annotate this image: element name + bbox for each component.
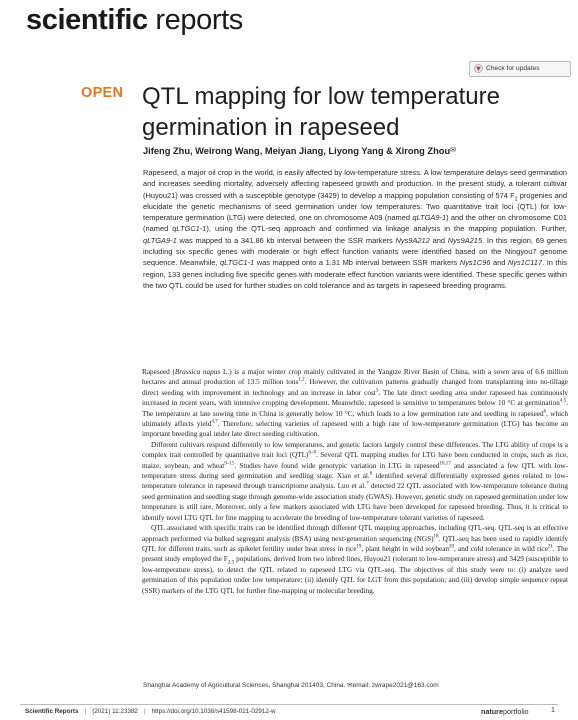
- footer-journal: Scientific Reports: [25, 708, 79, 715]
- citation-link[interactable]: 6–8: [308, 450, 316, 456]
- body-paragraph-1: Rapeseed (Brassica napus L.) is a major winter crop mainly cultivated in the Yangtze River Basin of China, with a sown area of 6.6 million hectares and annual production of 13.5 million tons$^{1,2}$. However, the cultivation patterns gradually changed from transplanting into no-tillage direct seeding with improvement in technology and an increase in labor cost$^3$. The late direct seeding area under rapeseed has continuously increased in recent years, with intensive cropping development. Meanwhile, rapeseed is sensitive to temperatures below 10 °C at germination$^{4,5}$. The temperature at late sowing time in China is generally below 10 °C, which leads to a low germination rate and seedling in rapeseed$^6$, which ultimately affects yield$^{4,7}$. Therefore, selecting varieties of rapeseed with a high rate of low-temperature germination (LTG) has become an important breeding goal under late direct seeding cultivation.: [142, 368, 569, 439]
- abstract: Rapeseed, a major oil crop in the world, is easily affected by low-temperature stress. A low temperature delays seed germination and increases seedling mortality, adversely affecting rapeseed growth and production. In the present study, a tolerant cultivar (Huyou21) was crossed with a susceptible genotype (3429) to develop a mapping population consisting of 574 $F_2$ progenies and elucidate the genetic mechanisms of seed germination under low temperatures. Two quantitative trait loci (QTL) for low-temperature germination (LTG) were detected, one on chromosome A09 (named qLTGA9-1) and the other on chromosome C01 (named qLTGC1-1), using the QTL-seq approach and confirmed via linkage analysis in the mapping population. Further, qLTGA9-1 was mapped to a 341.86 kb interval between the SSR markers Nys9A212 and Nys9A215. In this region, 69 genes including six specific genes with moderate or high effect function variants were identified based on the Ningyou7 genome sequence. Meanwhile, qLTGC1-1 was mapped onto a 1.31 Mb interval between SSR markers Nys1C96 and Nys1C117. In this region, 133 genes including five specific genes with moderate effect function variants were identified. These specific genes within the two QTL could be used for further studies on cold tolerance and as targets in rapeseed breeding programs.: [143, 168, 568, 290]
- citation-link[interactable]: 18: [433, 534, 439, 540]
- authors-text: Jifeng Zhu, Weirong Wang, Meiyan Jiang, Liyong Yang & Xirong Zhou: [143, 146, 451, 156]
- citation-link[interactable]: 20: [449, 544, 455, 550]
- citation-link[interactable]: 21: [547, 544, 553, 550]
- author-list: [143, 146, 456, 156]
- footer: Scientific Reports | (2021) 11:23382 | https://doi.org/10.1038/s41598-021-02912-w: [25, 708, 276, 715]
- body-paragraph-3: QTL associated with specific traits can be identified through different QTL mapping approaches, including QTL-seq. QTL-seq is an effective approach performed via bulked segregant analysis (BSA) using next-generation sequencing (NGS)$^{18}$. QTL-seq has been used to rapidly identify QTL for different traits, such as spikelet fertility under heat stress in rice$^{19}$, plant height in wild soybean$^{20}$, and cold tolerance in wild rice$^{21}$. The present study employed the $F_{2:3}$ populations, derived from two inbred lines, Huyou21 (tolerant to low-temperature stress) and 3429 (susceptible to low-temperature stress), to detect the QTL related to rapeseed LTG via QTL-seq. The objectives of this study were to: (i) analyze seed germination of this population under low temperature; (ii) identify QTL for LGT from this population; and (iii) develop simple sequence repeat (SSR) markers of the LTG QTL for further fine-mapping or molecular breeding.: [142, 524, 568, 595]
- body-text: [142, 367, 568, 596]
- citation-link[interactable]: 4,7: [211, 419, 218, 425]
- page-number: 1: [551, 707, 555, 714]
- check-for-updates-label: Check for updates: [486, 65, 540, 72]
- citation-link[interactable]: 6: [543, 409, 547, 415]
- citation-link[interactable]: 4,5: [559, 398, 567, 404]
- citation-link[interactable]: 16,17: [439, 461, 451, 467]
- open-access-label: OPEN: [81, 85, 124, 101]
- citation-link[interactable]: 1,2: [298, 378, 305, 383]
- citation-link[interactable]: 7: [366, 482, 369, 488]
- doi-link[interactable]: https://doi.org/10.1038/s41598-021-02912-w: [151, 708, 276, 715]
- crossmark-icon: [474, 64, 483, 73]
- citation-link[interactable]: 9–15: [224, 461, 235, 467]
- citation-link[interactable]: 3: [375, 388, 379, 394]
- check-for-updates-button[interactable]: [469, 61, 571, 77]
- affiliation: Shanghai Academy of Agricultural Sciences, Shanghai 201403, China. ✉email: zwrape2021@163.com: [143, 682, 439, 689]
- journal-masthead[interactable]: scientific reports: [26, 4, 243, 36]
- email-link[interactable]: email: zwrape2021@163.com: [352, 682, 439, 689]
- publisher-logo: natureportfolio: [481, 707, 529, 716]
- citation-link[interactable]: 6: [369, 471, 373, 477]
- article-title: QTL mapping for low temperature germination in rapeseed: [142, 83, 500, 141]
- envelope-icon: ✉: [347, 682, 353, 689]
- envelope-icon[interactable]: ✉: [450, 147, 457, 154]
- citation-link[interactable]: 19: [356, 544, 362, 550]
- footer-divider: [20, 704, 558, 705]
- body-paragraph-2: Different cultivars respond differently to low temperatures, and genetic factors largely control these differences. The LTG ability of crops is a complex trait controlled by quantitative trait loci (QTL)$^{6-8}$. Several QTL mapping studies for LTG have been conducted in crops, such as rice, maize, soybean, and wheat$^{9-15}$. Studies have found wide genotypic variation in LTG in rapeseed$^{16,17}$ and associated a few QTL with low-temperature stress during seed germination and seedling stage. Xian et al.$^6$ identified several differentially expressed genes related to low-temperature tolerance in rapeseed through transcriptome analysis. Luo et al.$^7$ detected 22 QTL associated with low-temperature tolerance during seed germination and seedling stage through genome-wide association study (GWAS). However, genetic study on rapeseed germination under low temperature is still rare. Moreover, only a few markers associated with LTG have been developed for rapeseed breeding. Thus, it is critical to identify novel LTG QTL for fine mapping to accelerate the breeding of low-temperature tolerant varieties of rapeseed.: [142, 440, 569, 522]
- footer-issue: (2021) 11:23382: [92, 708, 138, 715]
